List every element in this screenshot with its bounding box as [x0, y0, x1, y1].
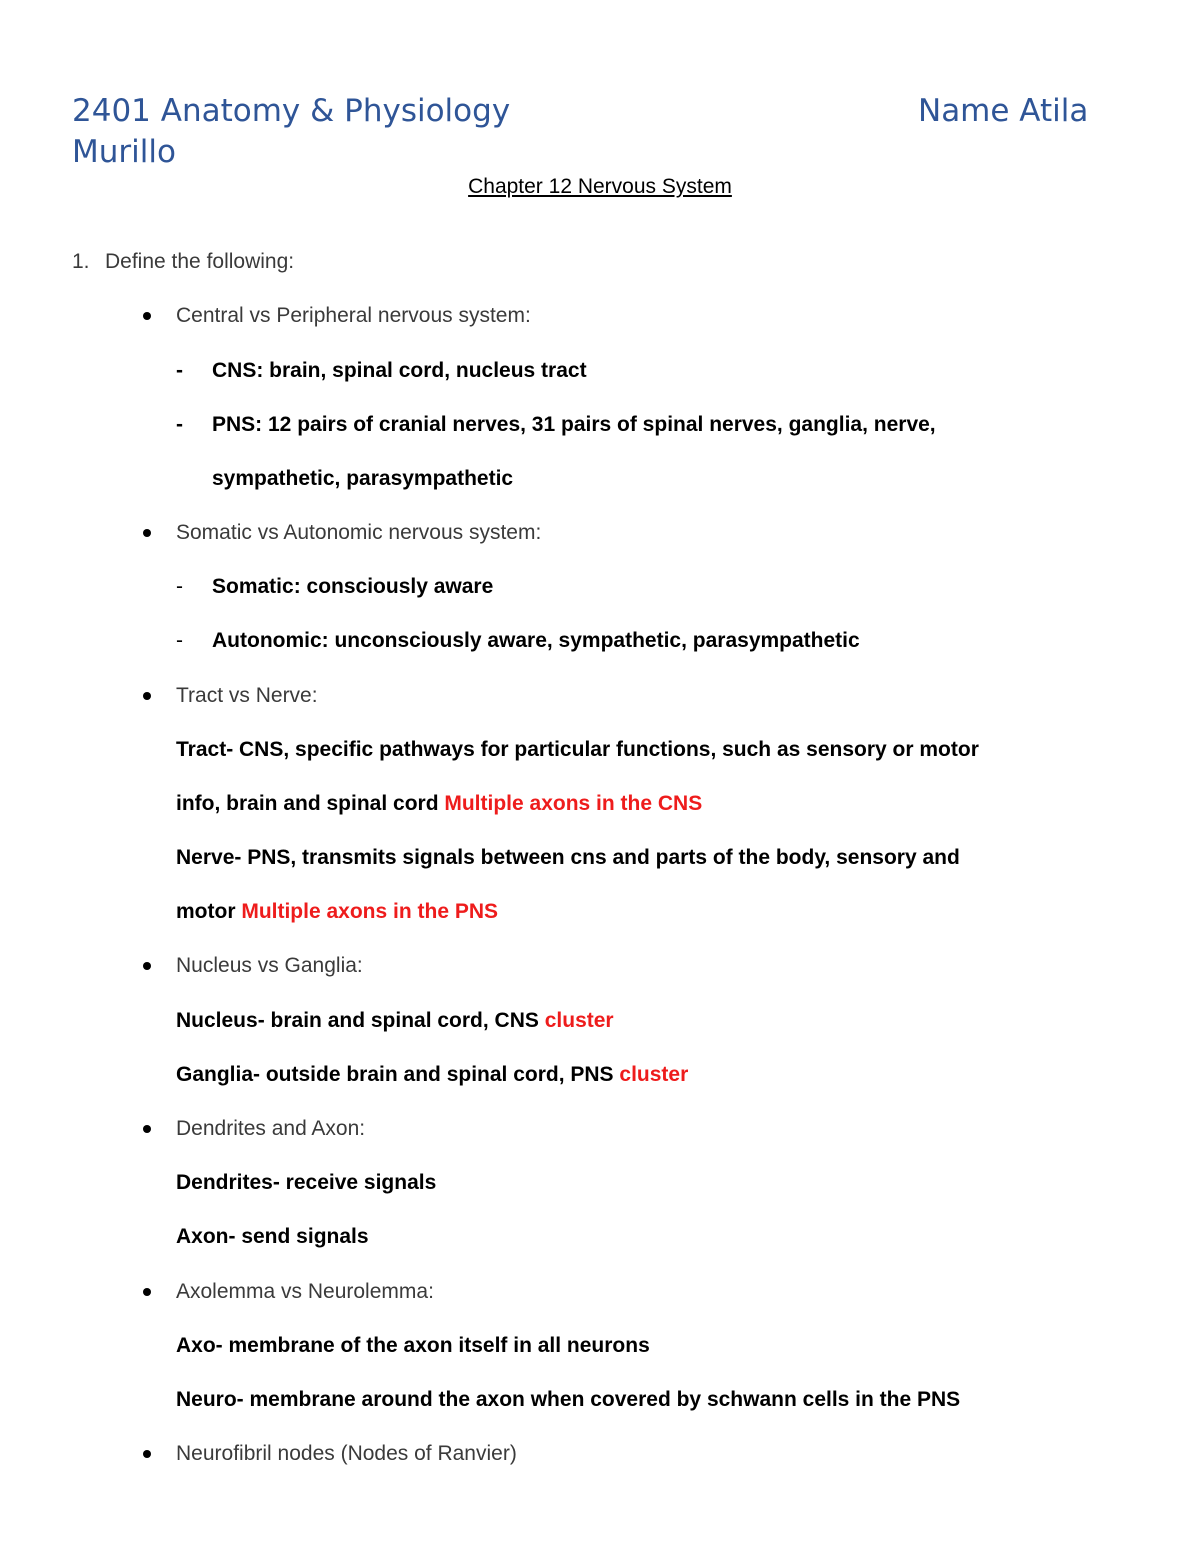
item-label-dendrites-axon: Dendrites and Axon: — [176, 1117, 366, 1140]
annotation-nerve: Multiple axons in the PNS — [241, 900, 499, 923]
answer-somatic: Somatic: consciously aware — [212, 575, 494, 598]
dash-icon: - — [176, 413, 183, 436]
answer-tract-text: info, brain and spinal cord — [176, 792, 445, 815]
course-title: 2401 Anatomy & Physiology — [72, 93, 511, 129]
answer-nucleus-text: Nucleus- brain and spinal cord, CNS — [176, 1009, 545, 1032]
answer-tract: Tract- CNS, specific pathways for particular functions, such as sensory or motor — [176, 738, 979, 761]
item-label-central-peripheral: Central vs Peripheral nervous system: — [176, 304, 531, 327]
item-label-somatic-autonomic: Somatic vs Autonomic nervous system: — [176, 521, 542, 544]
answer-nucleus — [176, 1008, 614, 1034]
bullet-icon — [143, 692, 151, 700]
item-label-nodes-of-ranvier: Neurofibril nodes (Nodes of Ranvier) — [176, 1442, 517, 1465]
annotation-nucleus: cluster — [544, 1009, 614, 1032]
answer-ganglia-text: Ganglia- outside brain and spinal cord, PNS — [176, 1063, 620, 1086]
annotation-ganglia: cluster — [619, 1063, 689, 1086]
item-label-nucleus-ganglia: Nucleus vs Ganglia: — [176, 954, 363, 977]
answer-cns: CNS: brain, spinal cord, nucleus tract — [212, 359, 587, 382]
bullet-icon — [143, 1450, 151, 1458]
dash-icon: - — [176, 629, 183, 652]
item-label-axolemma-neurolemma: Axolemma vs Neurolemma: — [176, 1280, 434, 1303]
dash-icon: - — [176, 359, 183, 382]
answer-autonomic: Autonomic: unconsciously aware, sympathetic, parasympathetic — [212, 629, 860, 652]
question-prompt: Define the following: — [105, 250, 295, 273]
bullet-icon — [143, 312, 151, 320]
student-name-label: Name Atila — [918, 93, 1089, 129]
student-name-continued: Murillo — [72, 134, 176, 170]
dash-icon: - — [176, 575, 183, 598]
answer-nerve-continued — [176, 899, 498, 925]
annotation-tract: Multiple axons in the CNS — [444, 792, 703, 815]
answer-neurolemma: Neuro- membrane around the axon when covered by schwann cells in the PNS — [176, 1388, 961, 1411]
bullet-icon — [143, 529, 151, 537]
bullet-icon — [143, 1288, 151, 1296]
answer-nerve: Nerve- PNS, transmits signals between cns and parts of the body, sensory and — [176, 846, 960, 869]
answer-pns: PNS: 12 pairs of cranial nerves, 31 pairs of spinal nerves, ganglia, nerve, — [212, 413, 936, 436]
bullet-icon — [143, 1125, 151, 1133]
chapter-title: Chapter 12 Nervous System — [468, 175, 732, 198]
answer-ganglia — [176, 1062, 688, 1088]
question-number: 1. — [72, 250, 90, 273]
answer-pns-continued: sympathetic, parasympathetic — [212, 467, 514, 490]
item-label-tract-nerve: Tract vs Nerve: — [176, 684, 318, 707]
answer-tract-continued — [176, 791, 702, 817]
answer-nerve-text: motor — [176, 900, 242, 923]
answer-dendrites: Dendrites- receive signals — [176, 1171, 437, 1194]
bullet-icon — [143, 962, 151, 970]
answer-axon: Axon- send signals — [176, 1225, 369, 1248]
answer-axolemma: Axo- membrane of the axon itself in all neurons — [176, 1334, 650, 1357]
